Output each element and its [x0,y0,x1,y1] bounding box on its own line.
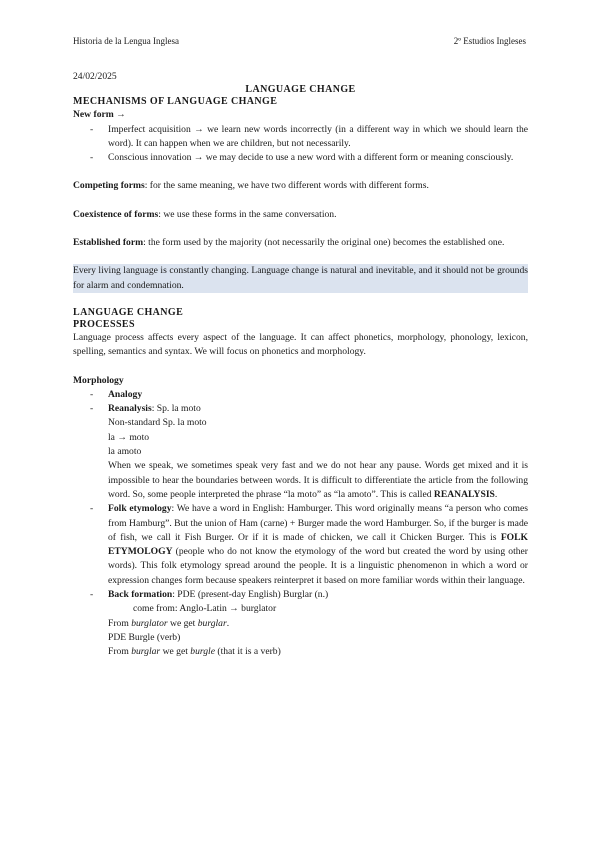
date: 24/02/2025 [73,71,117,82]
established-form: Established form: the form used by the majority (not necessarily the original one) becomes the established one. [73,237,505,249]
list-item: - Imperfect acquisition → we learn new words incorrectly (in a different way in which we should learn the word). It can happen when we are children, but not necessarily. [73,123,528,152]
list-item: - Folk etymology: We have a word in English: Hamburger. This word originally means “a person who comes from Hamburg”. But the union of Ham (carne) + Burger made the word Hamburger. So, if the burger is made of fish, we call it Fish Burger. Or if it is made of chicken, we call it Chicken Burger. This is FOLK ETYMOLOGY (people who do not know the etymology of the word but created the word by using other words). This folk etymology spread around the people. It is a linguistic phenomenon in which a word or expression changes form because speakers reinterpret it based on more familiar words within their language. [73,502,528,588]
list-item: - Conscious innovation → we may decide to use a new word with a different form or meaning consciously. [73,151,528,165]
list-item: - Analogy [73,388,528,402]
processes-intro: Language process affects every aspect of the language. It can affect phonetics, morphology, phonology, lexicon, spelling, semantics and syntax. We will focus on phonetics and morphology. [73,331,528,358]
competing-forms: Competing forms: for the same meaning, we have two different words with different forms. [73,180,429,192]
back-formation-step-1: From burglator we get burglar. [108,617,230,629]
list-item: - Back formation: PDE (present-day English) Burglar (n.) [73,588,528,602]
highlighted-statement: Every living language is constantly changing. Language change is natural and inevitable, and it should not be grounds for alarm and condemnation. [73,264,528,293]
processes-heading-2: PROCESSES [73,318,135,330]
new-form-label: New form → [73,109,126,121]
back-formation-step-2: From burglar we get burgle (that it is a verb) [108,646,281,658]
header-course: Historia de la Lengua Inglesa [73,36,179,46]
morphology-heading: Morphology [73,374,124,386]
reanalysis-line: la amoto [108,446,142,458]
back-formation-origin: come from: Anglo-Latin → burglator [133,603,277,615]
document-body [73,70,528,660]
new-form-list [73,123,528,166]
list-item: - Reanalysis: Sp. la moto Non-standard Sp. la moto la → moto la amoto When we speak, we sometimes speak very fast and we do not hear any pause. Words get mixed and it is impossible to hear the boundaries between words. It is difficult to differentiate the article from the following word. So, some people interpreted the phrase “la moto” as “la amoto”. This is called REANALYSIS. [73,402,528,502]
processes-heading-1: LANGUAGE CHANGE [73,306,184,318]
reanalysis-line: la → moto [108,431,150,443]
header-degree: 2º Estudios Ingleses [453,36,526,46]
back-formation-pde: PDE Burgle (verb) [108,631,181,643]
page-title: LANGUAGE CHANGE [245,84,356,96]
arrow-icon: → [116,109,126,121]
reanalysis-line: Non-standard Sp. la moto [108,417,207,429]
coexistence-forms: Coexistence of forms: we use these forms in the same conversation. [73,208,337,220]
mechanisms-heading: MECHANISMS OF LANGUAGE CHANGE [73,96,278,108]
morphology-list [73,388,528,602]
